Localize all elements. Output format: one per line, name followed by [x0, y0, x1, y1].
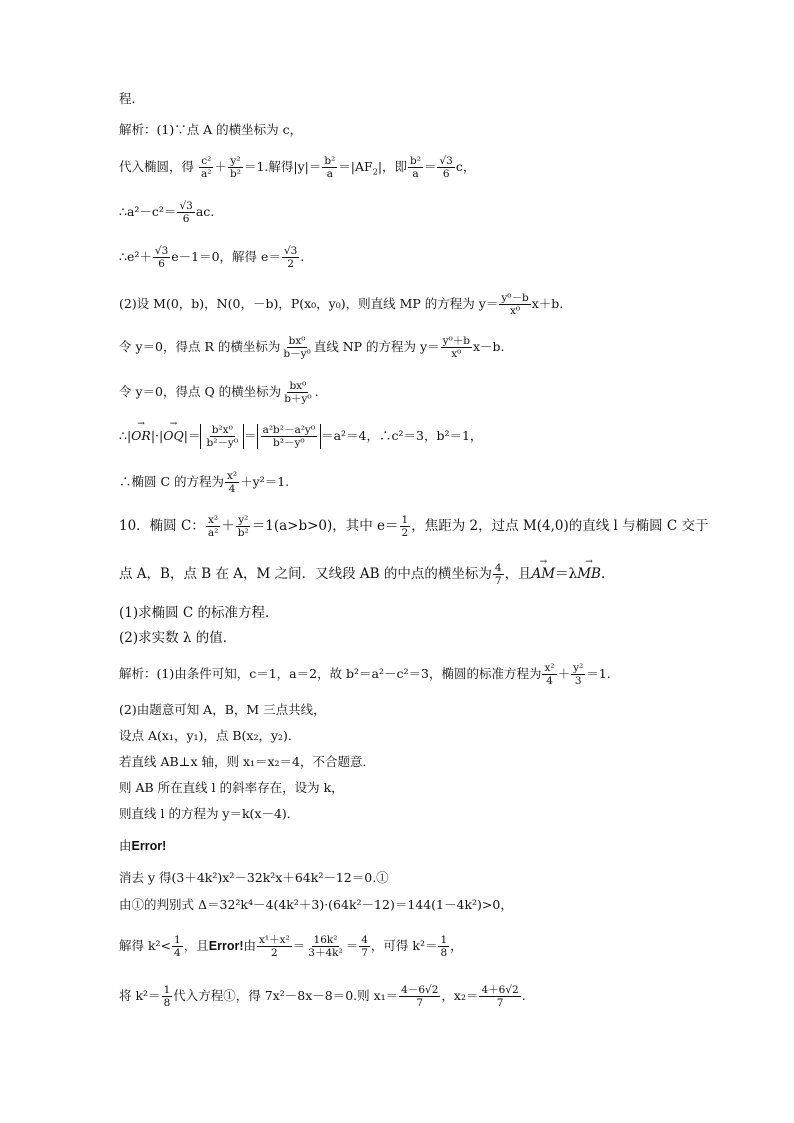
text-line: 由Error! [119, 838, 167, 853]
text-line: 若直线 AB⊥x 轴，则 x₁＝x₂＝4，不合题意． [119, 754, 376, 769]
problem-line: 10．椭圆 C： $\frac{\text{x²}}{\text{a²}}$ ＋ $\frac{\text{y²}}{\text{b²}}$ ＝1(a>b>0)，其中 e＝ $\frac{1}{2}$ ，焦距为 2，过点 M(4,0)的直线 l 与椭圆 C 交于 [119, 514, 709, 540]
fraction: $\frac{\text{b²}}{a}$ [410, 155, 421, 181]
text-line: 程． [119, 91, 145, 106]
fraction: $\frac{\text{x²}}{4}$ [227, 470, 238, 496]
problem-line: 点 A，B，点 B 在 A，M 之间．又线段 AB 的中点的横坐标为 $\frac{4}{7}$ ，且→ AM＝λ→ MB. [119, 562, 605, 587]
fraction: $\frac{4+6√2}{7}$ [481, 984, 519, 1010]
fraction: $\frac{\text{bx⁰}}{\text{b＋y⁰}}$ [284, 380, 312, 406]
fraction: $\frac{\text{y²}}{3}$ [573, 662, 584, 688]
fraction: $\frac{\text{x¹＋x²}}{2}$ [259, 934, 290, 960]
fraction: $\frac{\text{b²x⁰}}{\text{b²－y⁰}}$ [206, 424, 239, 450]
text-line: ∴椭圆 C 的方程为 $\frac{\text{x²}}{4}$ ＋y²＝1. [119, 470, 290, 496]
text-line: ∴a²－c²＝ $\frac{√3}{6}$ ac. [119, 200, 215, 226]
fraction: $\frac{\text{x²}}{\text{a²}}$ [207, 514, 219, 540]
text-line: 将 k²＝ $\frac{1}{8}$ 代入方程①，得 7x²－8x－8＝0.则 x₁＝ $\frac{4-6√2}{7}$ ，x₂＝ $\frac{4+6√2}{7}$ . [119, 984, 526, 1010]
fraction: $\frac{√3}{6}$ [154, 245, 169, 271]
absolute-value [257, 424, 322, 449]
text-line: 消去 y 得(3＋4k²)x²－32k²x＋64k²－12＝0.① [119, 870, 389, 885]
fraction: $\frac{1}{8}$ [163, 984, 171, 1010]
fraction: $\frac{\text{c²}}{\text{a²}}$ [201, 155, 212, 181]
text-line: 代入椭圆，得 $\frac{\text{c²}}{\text{a²}}$ ＋ $\frac{\text{y²}}{\text{b²}}$ ＝1.解得|y|＝ $\frac{\text{b²}}{a}$ $=|AF_2|$，即 $\frac{\text{b²}}{a}$ ＝ $\frac{√3}{6}$ c， [119, 155, 476, 181]
text-line: 解析：(1)由条件可知，c＝1，a＝2，故 b²＝a²－c²＝3，椭圆的标准方程为 $\frac{\text{x²}}{4}$ ＋ $\frac{\text{y²}}{3}$ ＝1. [119, 662, 611, 688]
fraction: $\frac{4}{7}$ [361, 934, 368, 960]
fraction: $\frac{1}{8}$ [440, 934, 448, 960]
text-line: 由①的判别式 Δ＝32²k⁴－4(4k²＋3)·(64k²－12)＝144(1－4k²)>0， [119, 897, 513, 912]
text-line: 解析：(1)∵点 A 的横坐标为 c， [119, 122, 303, 137]
fraction: $\frac{\text{x²}}{4}$ [544, 662, 555, 688]
text-line: 设点 A(x₁，y₁)，点 B(x₂，y₂)． [119, 728, 301, 743]
fraction: $\frac{\text{a²b²－a²y⁰}}{\text{b²－y⁰}}$ [262, 424, 316, 450]
text-line: (2)由题意可知 A，B，M 三点共线， [119, 702, 326, 717]
absolute-value [200, 424, 244, 449]
fraction: $\frac{1}{4}$ [174, 934, 181, 960]
fraction: $\frac{\text{y⁰＋b}}{\text{x⁰}}$ [442, 335, 470, 361]
text-line: 解得 k²< $\frac{1}{4}$ ，且Error!由 $\frac{\text{x¹＋x²}}{2}$ ＝ $\frac{\text{16k²}}{\text{3＋4k²}}$ ＝ $\frac{4}{7}$ ，可得 k²＝ $\frac{1}{8}$ ， [119, 934, 463, 960]
fraction: $\frac{\text{16k²}}{\text{3＋4k²}}$ [308, 934, 343, 960]
fraction: $\frac{√3}{6}$ [179, 200, 193, 226]
text-line: ∴|→ OR|·|→ OQ|＝ $\frac{\text{b²x⁰}}{\text{b²－y⁰}}$ ＝ $\frac{\text{a²b²－a²y⁰}}{\text{b²－y⁰}}$ ＝a²＝4，∴c²＝3，b²＝1， [119, 424, 482, 449]
fraction: $\frac{√3}{6}$ [439, 155, 453, 181]
text-line: 则 AB 所在直线 l 的斜率存在，设为 k， [119, 780, 344, 795]
fraction: $\frac{4-6√2}{7}$ [401, 984, 439, 1010]
problem-line: (2)求实数 λ 的值． [119, 630, 237, 646]
fraction: $\frac{\text{y²}}{\text{b²}}$ [237, 514, 249, 540]
text-line: ∴e²＋ $\frac{√3}{6}$ e－1＝0，解得 e＝ $\frac{√3}{2}$ . [119, 245, 305, 271]
text-line: 则直线 l 的方程为 y＝k(x－4)． [119, 806, 300, 821]
text-line: (2)设 M(0，b)，N(0，－b)，P(x₀，y₀)，则直线 MP 的方程为 y＝ $\frac{\text{y⁰－b}}{\text{x⁰}}$ x＋b. [119, 292, 564, 318]
fraction: $\frac{\text{y⁰－b}}{\text{x⁰}}$ [501, 292, 529, 318]
fraction: $\frac{1}{2}$ [401, 514, 409, 540]
text-line: 令 y＝0，得点 Q 的横坐标为 $\frac{\text{bx⁰}}{\text{b＋y⁰}}$ . [119, 380, 319, 406]
fraction: $\frac{4}{7}$ [494, 562, 502, 588]
fraction: $\frac{√3}{2}$ [283, 245, 298, 271]
fraction: $\frac{\text{y²}}{\text{b²}}$ [230, 155, 241, 181]
fraction: $\frac{\text{b²}}{a}$ [324, 155, 336, 181]
text-line: 令 y＝0，得点 R 的横坐标为 $\frac{\text{bx⁰}}{\text{b－y⁰}}$ 直线 NP 的方程为 y＝ $\frac{\text{y⁰＋b}}{\text{x⁰}}$ x－b. [119, 335, 505, 361]
fraction: $\frac{\text{bx⁰}}{\text{b－y⁰}}$ [283, 335, 311, 361]
problem-line: (1)求椭圆 C 的标准方程． [119, 605, 279, 621]
